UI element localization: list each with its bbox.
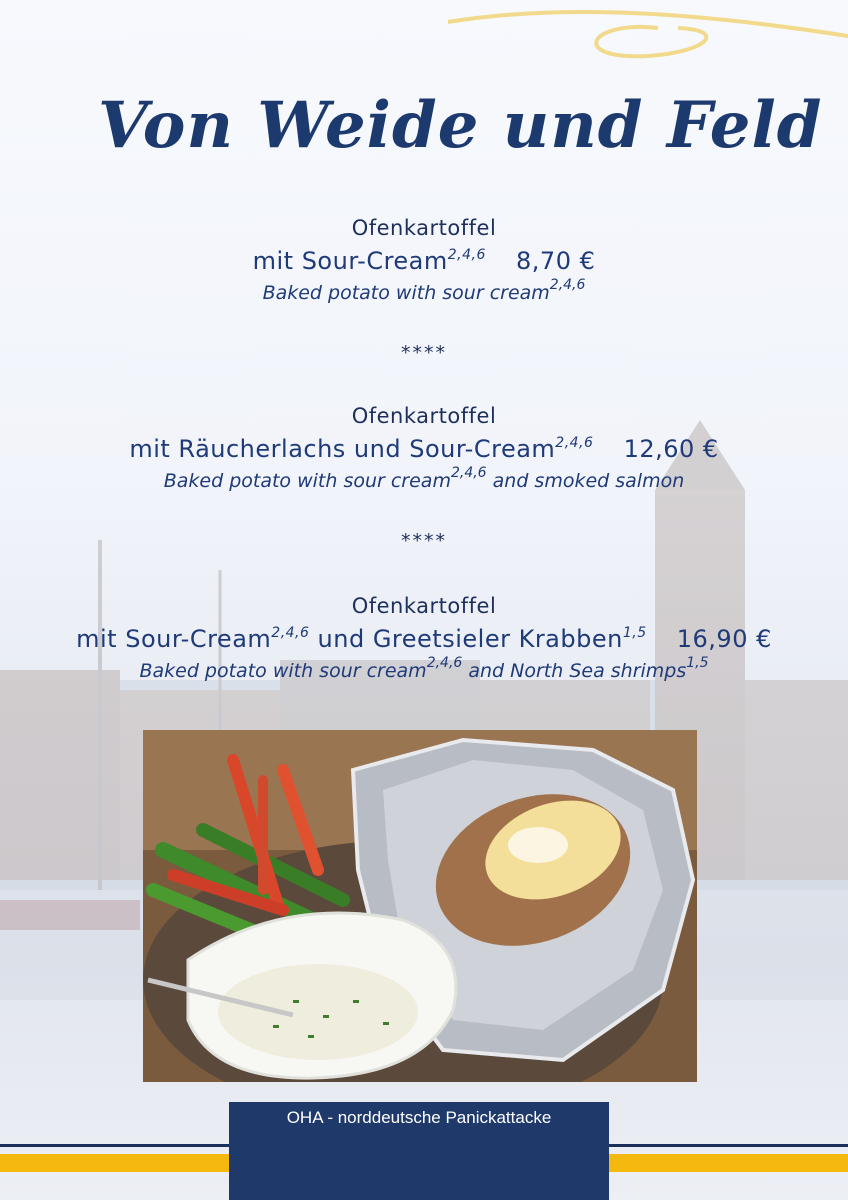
item-description: mit Räucherlachs und Sour-Cream$^{2,4,6}$ 12,60 € <box>129 435 719 463</box>
item-name: Ofenkartoffel <box>351 404 497 428</box>
footer-text: OHA - norddeutsche Panickattacke <box>286 1108 552 1127</box>
page-title: Von Weide und Feld <box>98 88 823 163</box>
item-name: Ofenkartoffel <box>351 594 497 618</box>
item-translation: Baked potato with sour cream$^{2,4,6}$ and smoked salmon <box>163 465 685 492</box>
menu-item-1 <box>0 212 848 308</box>
menu-item-3 <box>0 590 848 686</box>
item-price: 16,90 € <box>676 625 772 653</box>
item-translation: Baked potato with sour cream$^{2,4,6}$ and North Sea shrimps$^{1,5}$ <box>139 655 709 682</box>
footer-banner <box>229 1102 609 1200</box>
item-description: mit Sour-Cream$^{2,4,6}$ 8,70 € <box>252 247 596 275</box>
item-name: Ofenkartoffel <box>351 216 497 240</box>
item-translation: Baked potato with sour cream$^{2,4,6}$ <box>262 277 586 304</box>
separator: **** <box>401 342 447 364</box>
item-description: mit Sour-Cream$^{2,4,6}$ und Greetsieler Krabben$^{1,5}$ 16,90 € <box>76 625 772 653</box>
menu-item-2 <box>0 400 848 496</box>
item-price: 8,70 € <box>516 247 596 275</box>
item-price: 12,60 € <box>623 435 719 463</box>
separator: **** <box>401 530 447 552</box>
baked-potato-photo <box>143 730 697 1082</box>
decorative-swoosh <box>428 0 848 70</box>
